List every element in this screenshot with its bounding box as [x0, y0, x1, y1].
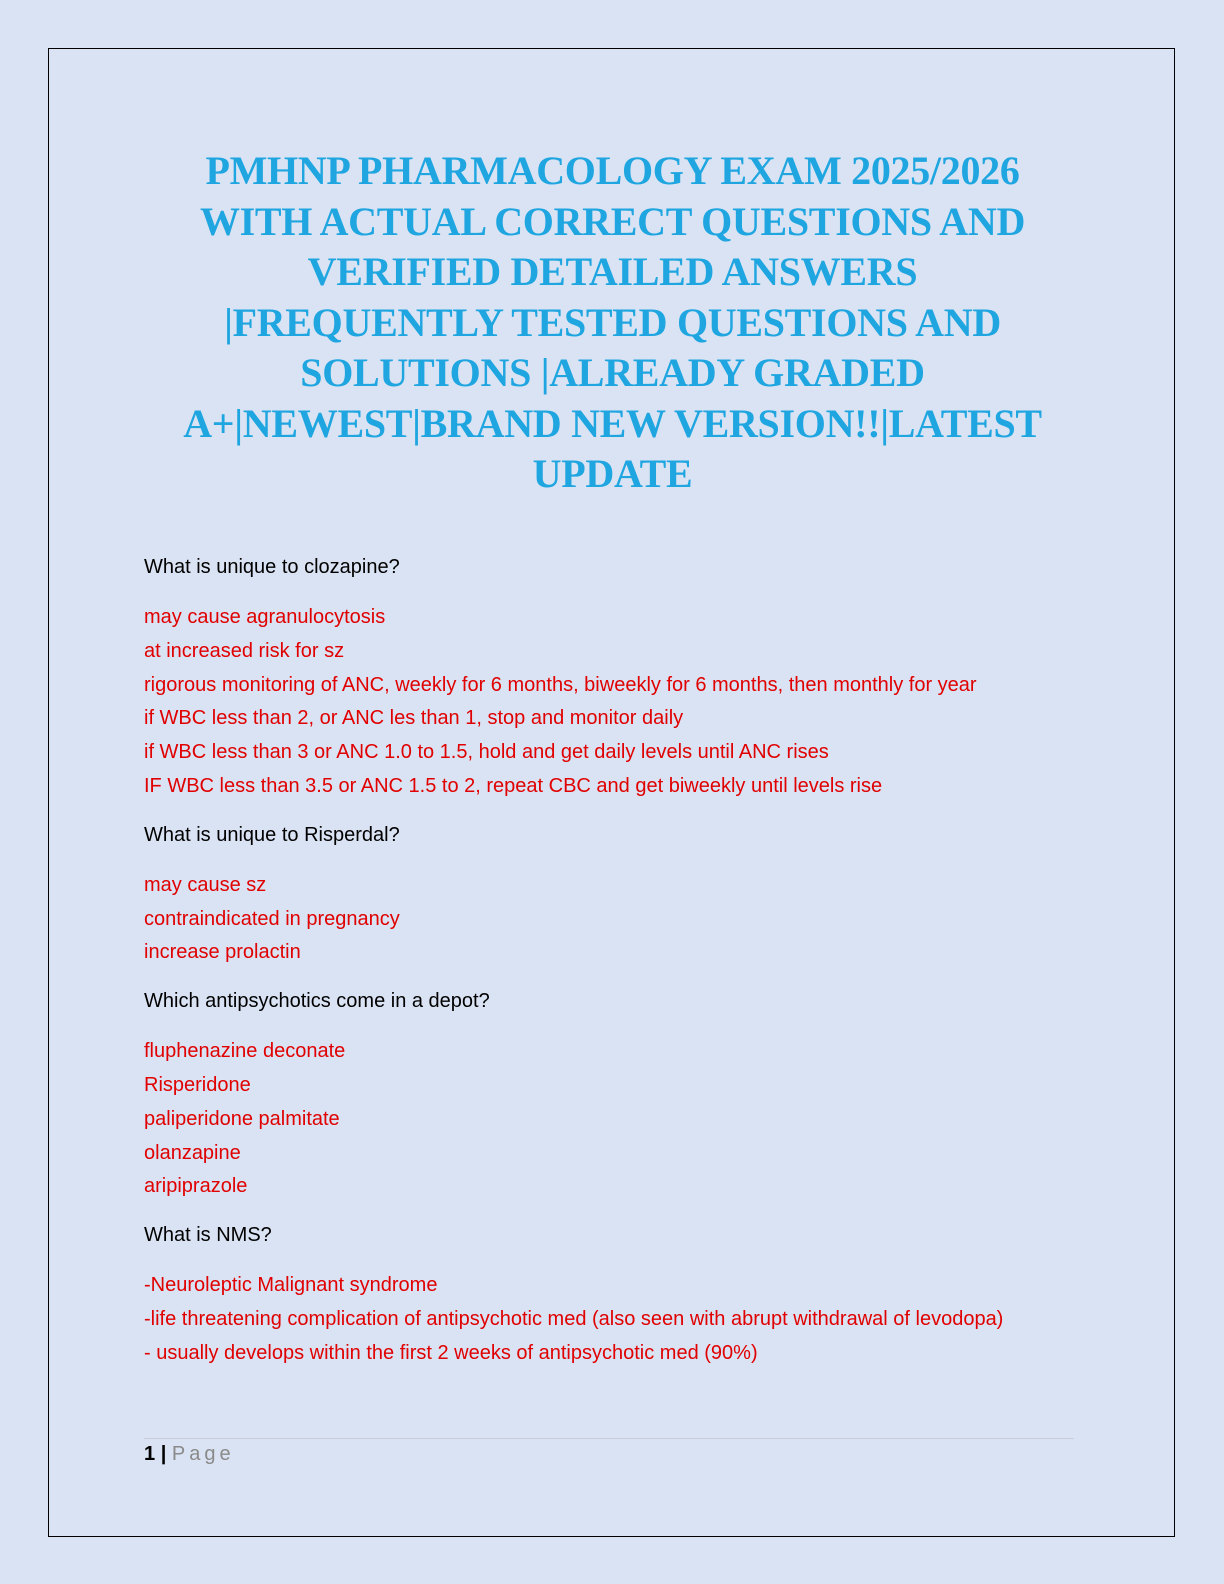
question: What is NMS? — [144, 1224, 272, 1247]
footer-separator: | — [160, 1443, 167, 1465]
footer-divider — [144, 1438, 1074, 1439]
page-number: 1 — [144, 1443, 156, 1465]
answer-line: contraindicated in pregnancy — [144, 907, 400, 930]
title-line: WITH ACTUAL CORRECT QUESTIONS AND — [199, 198, 1026, 244]
answer-line: paliperidone palmitate — [144, 1107, 340, 1130]
answer-line: increase prolactin — [144, 941, 301, 964]
title-line: VERIFIED DETAILED ANSWERS — [307, 249, 918, 294]
qa-block-clozapine — [144, 552, 1084, 804]
answer-line: may cause agranulocytosis — [144, 606, 386, 628]
answer-line: rigorous monitoring of ANC, weekly for 6 months, biweekly for 6 months, then monthly for year — [144, 673, 977, 696]
answer-list — [144, 1035, 1084, 1204]
answer-list — [144, 601, 1084, 804]
title-line: SOLUTIONS |ALREADY GRADED — [300, 350, 925, 395]
question: What is unique to clozapine? — [144, 556, 400, 578]
answer-list — [144, 1269, 1084, 1370]
answer-line: may cause sz — [144, 873, 267, 896]
qa-block-depot — [144, 986, 1084, 1204]
title-line: |FREQUENTLY TESTED QUESTIONS AND — [224, 299, 1001, 345]
answer-line: if WBC less than 2, or ANC les than 1, stop and monitor daily — [144, 707, 684, 730]
qa-block-nms — [144, 1220, 1084, 1370]
answer-list — [144, 869, 1084, 970]
answer-line: IF WBC less than 3.5 or ANC 1.5 to 2, repeat CBC and get biweekly until levels rise — [144, 774, 883, 797]
question: Which antipsychotics come in a depot? — [144, 990, 490, 1013]
answer-line: Risperidone — [144, 1073, 251, 1096]
page-footer — [144, 1442, 235, 1466]
page-label: Page — [171, 1443, 235, 1465]
answer-line: - usually develops within the first 2 weeks of antipsychotic med (90%) — [144, 1341, 758, 1364]
answer-line: aripiprazole — [144, 1175, 248, 1198]
answer-line: -Neuroleptic Malignant syndrome — [144, 1274, 438, 1297]
answer-line: olanzapine — [144, 1141, 241, 1164]
question: What is unique to Risperdal? — [144, 823, 400, 846]
qa-block-risperdal — [144, 820, 1084, 970]
answer-line: if WBC less than 3 or ANC 1.0 to 1.5, hold and get daily levels until ANC rises — [144, 741, 829, 764]
answer-line: fluphenazine deconate — [144, 1040, 346, 1063]
title-line: PMHNP PHARMACOLOGY EXAM 2025/2026 — [205, 148, 1020, 193]
answer-line: at increased risk for sz — [144, 639, 345, 662]
title-line: A+|NEWEST|BRAND NEW VERSION!!|LATEST — [183, 400, 1042, 446]
answer-line: -life threatening complication of antipsychotic med (also seen with abrupt withdrawal of levodopa) — [144, 1307, 1004, 1330]
qa-content — [144, 552, 1084, 1387]
title-line: UPDATE — [532, 451, 693, 496]
document-title — [120, 146, 1105, 500]
